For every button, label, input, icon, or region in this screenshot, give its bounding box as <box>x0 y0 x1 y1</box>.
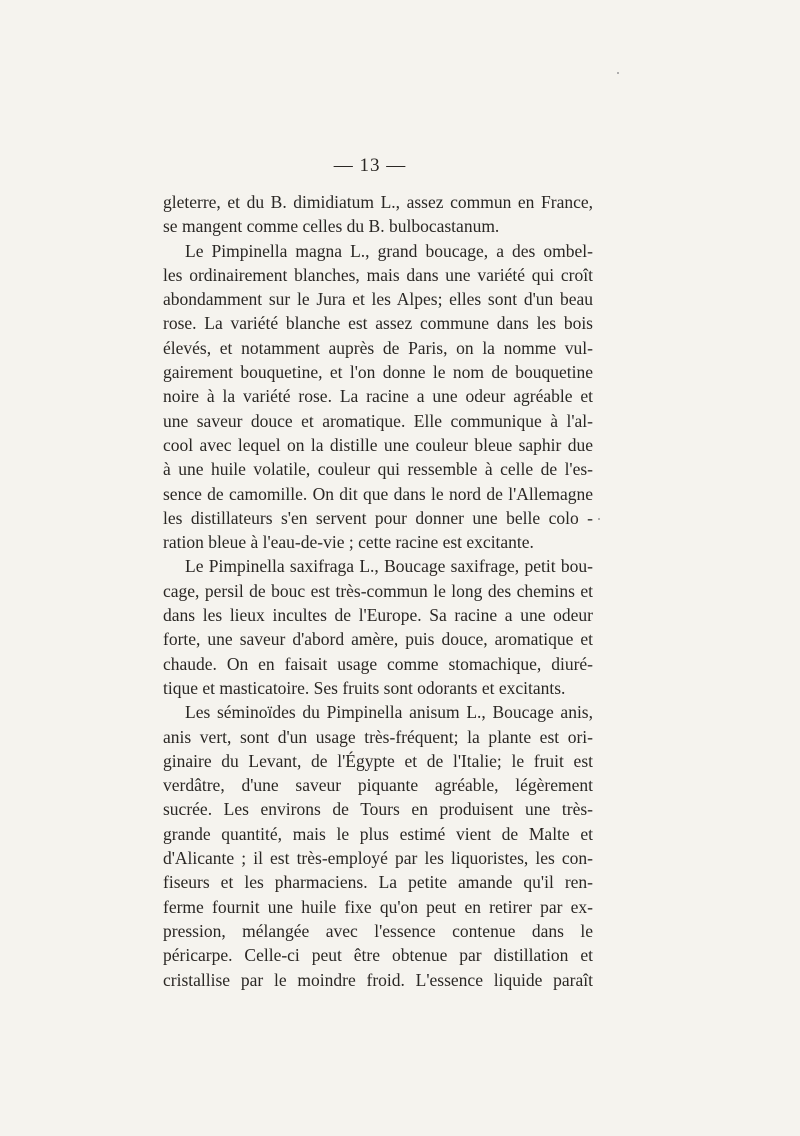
text-line: les ordinairement blanches, mais dans une variété qui croît <box>163 264 593 285</box>
text-line: d'Alicante ; il est très-employé par les liquoristes, les con- <box>163 848 593 869</box>
text-line: grande quantité, mais le plus estimé vient de Malte et <box>163 823 593 844</box>
text-line: gairement bouquetine, et l'on donne le nom de bouquetine <box>163 362 593 383</box>
text-line: cristallise par le moindre froid. L'essence liquide paraît <box>163 969 593 990</box>
paper-speck <box>598 518 600 520</box>
text-line: forte, une saveur d'abord amère, puis douce, aromatique et <box>163 629 593 650</box>
text-line: tique et masticatoire. Ses fruits sont odorants et excitants. <box>163 677 566 698</box>
text-line: Le Pimpinella saxifraga L., Boucage saxifrage, petit bou- <box>185 556 593 577</box>
page-number: — 13 — <box>333 155 407 176</box>
text-line: fiseurs et les pharmaciens. La petite amande qu'il ren- <box>163 872 593 893</box>
text-line: verdâtre, d'une saveur piquante agréable, légèrement <box>163 775 593 796</box>
text-line: Le Pimpinella magna L., grand boucage, a des ombel- <box>185 240 593 261</box>
text-line: chaude. On en faisait usage comme stomachique, diuré- <box>163 653 593 674</box>
text-line: rose. La variété blanche est assez commune dans les bois <box>163 313 593 334</box>
text-line: Les séminoïdes du Pimpinella anisum L., Boucage anis, <box>185 702 593 723</box>
text-line: ferme fournit une huile fixe qu'on peut en retirer par ex- <box>163 896 593 917</box>
text-line: ginaire du Levant, de l'Égypte et de l'Italie; le fruit est <box>163 750 593 771</box>
text-line: pression, mélangée avec l'essence contenue dans le <box>163 920 593 941</box>
text-line: cool avec lequel on la distille une couleur bleue saphir due <box>163 434 593 455</box>
text-line: à une huile volatile, couleur qui ressemble à celle de l'es- <box>163 459 593 480</box>
text-line: élevés, et notamment auprès de Paris, on la nomme vul- <box>163 337 593 358</box>
text-line: anis vert, sont d'un usage très-fréquent; la plante est ori- <box>163 726 593 747</box>
text-line: noire à la variété rose. La racine a une odeur agréable et <box>163 386 593 407</box>
text-line: dans les lieux incultes de l'Europe. Sa racine a une odeur <box>163 605 593 626</box>
paper-speck <box>617 72 619 74</box>
text-line: les distillateurs s'en servent pour donner une belle colo - <box>163 507 593 528</box>
text-line: péricarpe. Celle-ci peut être obtenue par distillation et <box>163 945 593 966</box>
text-line: cage, persil de bouc est très-commun le long des chemins et <box>163 580 593 601</box>
text-line: ration bleue à l'eau-de-vie ; cette racine est excitante. <box>163 532 534 553</box>
text-line: sence de camomille. On dit que dans le nord de l'Allemagne <box>163 483 593 504</box>
text-line: abondamment sur le Jura et les Alpes; elles sont d'un beau <box>163 289 593 310</box>
text-line: une saveur douce et aromatique. Elle communique à l'al- <box>163 410 593 431</box>
text-line: sucrée. Les environs de Tours en produisent une très- <box>163 799 593 820</box>
text-line: gleterre, et du B. dimidiatum L., assez commun en France, <box>163 192 593 212</box>
body-text <box>163 190 593 992</box>
text-line: se mangent comme celles du B. bulbocastanum. <box>163 216 500 237</box>
